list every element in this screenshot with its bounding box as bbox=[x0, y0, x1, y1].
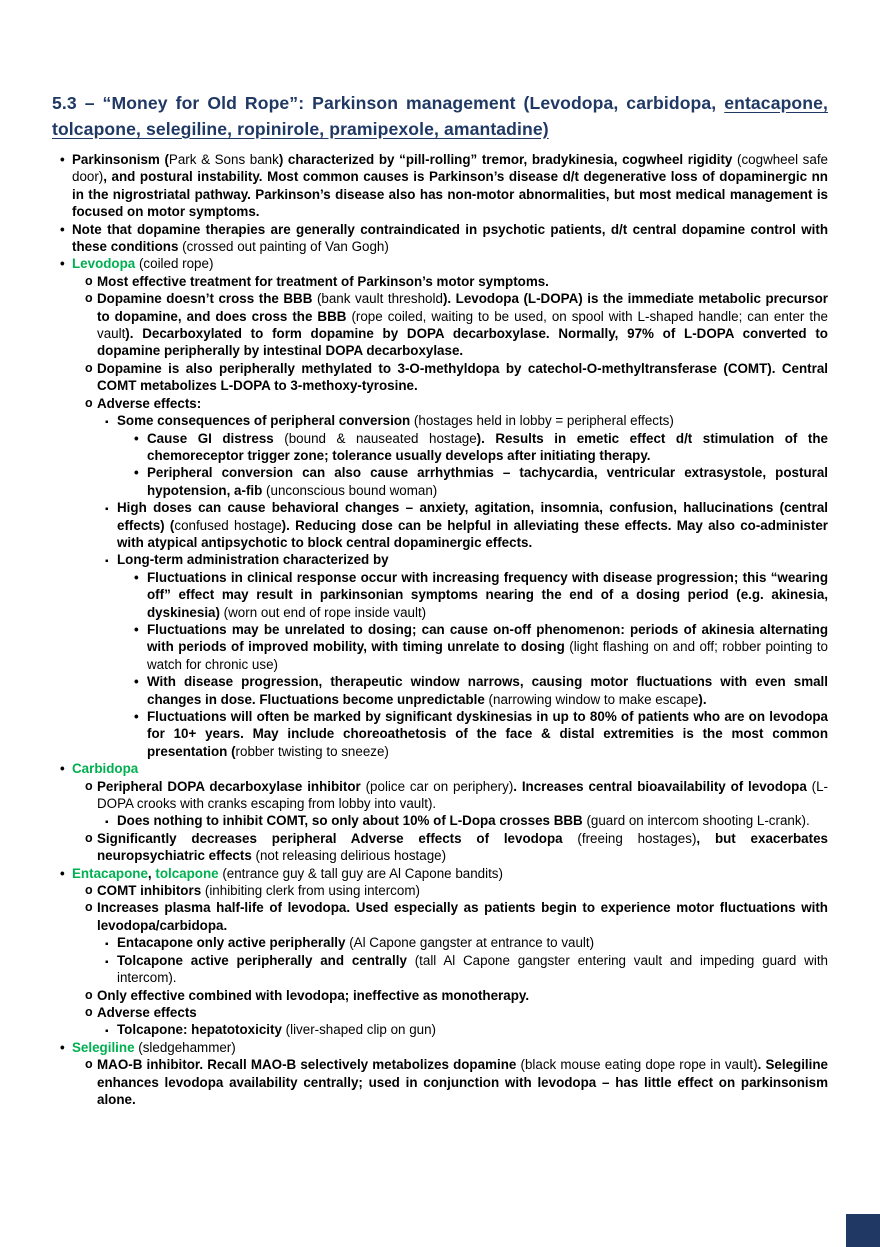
text-run: , bbox=[147, 865, 156, 881]
bullet-marker: o bbox=[85, 395, 93, 410]
bullet-marker: ▪ bbox=[105, 939, 109, 951]
text-run: tolcapone bbox=[155, 865, 219, 881]
bullet-item bbox=[52, 255, 828, 272]
text-run: Park & Sons bank bbox=[168, 152, 279, 167]
bullet-text bbox=[97, 831, 828, 863]
bullet-item bbox=[52, 430, 828, 465]
bullet-item bbox=[52, 673, 828, 708]
bullet-marker: o bbox=[85, 778, 93, 793]
bullet-marker: o bbox=[85, 291, 93, 306]
bullet-text bbox=[147, 709, 828, 759]
text-run: (cogwheel safe door) bbox=[72, 152, 828, 185]
text-run: , but exacerbates neuropsychiatric effects bbox=[97, 830, 828, 864]
bullet-item bbox=[52, 987, 828, 1004]
bullet-text bbox=[147, 431, 828, 463]
bullet-marker: ▪ bbox=[105, 1026, 109, 1038]
bullet-item bbox=[52, 221, 828, 256]
bullet-text bbox=[117, 552, 389, 567]
text-run: (coiled rope) bbox=[135, 256, 214, 272]
bullet-item bbox=[52, 290, 828, 360]
bullet-item bbox=[52, 760, 828, 777]
bullet-item bbox=[52, 412, 828, 429]
text-run: (police car on periphery) bbox=[365, 778, 514, 794]
bullet-item bbox=[52, 830, 828, 865]
bullet-marker: o bbox=[85, 1057, 93, 1072]
bullet-text bbox=[117, 413, 674, 428]
bullet-text bbox=[117, 500, 828, 550]
text-run: (bound & nauseated hostage bbox=[284, 430, 477, 446]
text-run: Does nothing to inhibit COMT, so only about 10% of L-Dopa crosses BBB bbox=[117, 813, 587, 829]
bullet-text bbox=[97, 361, 828, 393]
bullet-item bbox=[52, 360, 828, 395]
bullet-item bbox=[52, 464, 828, 499]
bullet-marker: o bbox=[85, 830, 93, 845]
bullet-marker: • bbox=[60, 221, 65, 237]
text-run: Entacapone only active peripherally bbox=[117, 935, 350, 951]
bullet-marker: ▪ bbox=[105, 956, 109, 968]
text-run: (entrance guy & tall guy are Al Capone bandits) bbox=[218, 865, 503, 881]
page-title-run: 5.3 – “Money for Old Rope”: Parkinson management (Levodopa, carbidopa, bbox=[52, 93, 725, 113]
text-run: High doses can cause behavioral changes – anxiety, agitation, insomnia, confusion, hallucinations (central effects) ( bbox=[117, 500, 828, 533]
bullet-text bbox=[97, 1005, 197, 1020]
text-run: (Al Capone gangster at entrance to vault) bbox=[349, 935, 595, 951]
text-run: Dopamine doesn’t cross the BBB bbox=[97, 291, 317, 307]
text-run: Levodopa bbox=[72, 256, 136, 272]
bullet-marker: o bbox=[85, 1004, 93, 1019]
text-run: (bank vault threshold bbox=[316, 291, 443, 307]
bullet-text bbox=[147, 674, 828, 706]
bullet-marker: • bbox=[60, 256, 65, 272]
text-run: Tolcapone active peripherally and centrally bbox=[117, 952, 415, 968]
bullet-marker: o bbox=[85, 883, 93, 898]
bullet-item bbox=[52, 812, 828, 829]
bullet-text bbox=[72, 866, 503, 881]
text-run: ). Reducing dose can be helpful in alleviating these effects. May also co-administer with atypical antipsychotic to block central dopaminergic effects. bbox=[117, 517, 828, 550]
bullet-marker: ▪ bbox=[105, 504, 109, 516]
text-run: Note that dopamine therapies are generally contraindicated in psychotic patients, d/t central dopamine control with these conditions bbox=[72, 221, 828, 255]
text-run: (L-DOPA crooks with cranks escaping from lobby into vault). bbox=[97, 778, 829, 812]
bullet-item bbox=[52, 395, 828, 412]
bullet-text bbox=[72, 222, 828, 254]
bullet-text bbox=[72, 1040, 236, 1055]
bullet-text bbox=[97, 883, 420, 898]
bullet-marker: • bbox=[134, 465, 139, 481]
text-run: (worn out end of rope inside vault) bbox=[223, 604, 427, 620]
text-run: Long-term administration characterized by bbox=[117, 552, 389, 568]
text-run: (not releasing delirious hostage) bbox=[255, 848, 447, 864]
bullet-item bbox=[52, 882, 828, 899]
document-body bbox=[52, 90, 828, 1108]
bullet-marker: • bbox=[134, 569, 139, 585]
bullet-item bbox=[52, 934, 828, 951]
text-run: With disease progression, therapeutic window narrows, causing motor fluctuations with even small changes in dose. Fluctuations become unpredictable bbox=[147, 674, 828, 707]
text-run: Adverse effects bbox=[97, 1004, 197, 1020]
bullet-text bbox=[97, 396, 201, 411]
bullet-text bbox=[117, 1022, 436, 1037]
text-run: Only effective combined with levodopa; ineffective as monotherapy. bbox=[97, 987, 530, 1003]
text-run: (light flashing on and off; robber pointing to watch for chronic use) bbox=[147, 639, 828, 672]
text-run: (unconscious bound woman) bbox=[266, 482, 438, 498]
text-run: Significantly decreases peripheral Adverse effects of levodopa bbox=[97, 830, 578, 846]
bullet-item bbox=[52, 551, 828, 568]
bullet-marker: o bbox=[85, 987, 93, 1002]
bullet-item bbox=[52, 621, 828, 673]
text-run: (freeing hostages) bbox=[577, 830, 697, 846]
text-run: Some consequences of peripheral conversion bbox=[117, 413, 414, 429]
text-run: robber twisting to sneeze) bbox=[235, 743, 389, 759]
bullet-text bbox=[147, 570, 828, 620]
text-run: ). bbox=[698, 691, 707, 707]
bullet-text bbox=[97, 779, 828, 811]
bullet-item bbox=[52, 1039, 828, 1056]
bullet-text bbox=[97, 291, 828, 358]
bullet-marker: • bbox=[60, 1039, 65, 1055]
text-run: . Increases central bioavailability of levodopa bbox=[513, 778, 812, 794]
bullet-item bbox=[52, 865, 828, 882]
page-title-run: entacapone, tolcapone, selegiline, ropinirole, pramipexole, amantadine) bbox=[52, 93, 828, 139]
text-run: (guard on intercom shooting L-crank). bbox=[586, 813, 810, 829]
page-corner-mark bbox=[846, 1214, 880, 1247]
bullet-text bbox=[117, 813, 810, 828]
bullet-item bbox=[52, 1004, 828, 1021]
text-run: Tolcapone: hepatotoxicity bbox=[117, 1022, 286, 1038]
text-run: Carbidopa bbox=[72, 761, 139, 777]
bullet-marker: • bbox=[60, 761, 65, 777]
text-run: (tall Al Capone gangster entering vault and impeding guard with intercom). bbox=[117, 952, 828, 986]
bullet-text bbox=[147, 622, 828, 672]
text-run: Selegiline bbox=[72, 1039, 135, 1055]
bullet-text bbox=[72, 761, 138, 776]
bullet-text bbox=[147, 465, 828, 497]
text-run: confused hostage bbox=[174, 517, 282, 533]
bullet-text bbox=[72, 152, 828, 219]
bullet-marker: • bbox=[134, 430, 139, 446]
text-run: ). Results in emetic effect d/t stimulation of the chemoreceptor trigger zone; tolerance usually develops after initiating therapy. bbox=[147, 430, 828, 463]
text-run: (crossed out painting of Van Gogh) bbox=[182, 239, 389, 255]
bullet-marker: ▪ bbox=[105, 417, 109, 429]
text-run: , and postural instability. Most common causes is Parkinson’s disease d/t degenerative loss of dopaminergic nn in the nigrostriatal pathway. Parkinson’s disease also has non-motor abnormalities, but most medical management is focused on motor symptoms. bbox=[72, 169, 828, 220]
bullet-marker: ▪ bbox=[105, 817, 109, 829]
text-run: (sledgehammer) bbox=[134, 1039, 236, 1055]
bullet-marker: o bbox=[85, 900, 93, 915]
bullet-item bbox=[52, 1056, 828, 1108]
text-run: . Selegiline enhances levodopa availability centrally; used in conjunction with levodopa – has little effect on parkinsonism alone. bbox=[97, 1057, 828, 1107]
bullet-marker: o bbox=[85, 273, 93, 288]
bullet-text bbox=[97, 900, 828, 932]
text-run: Peripheral conversion can also cause arrhythmias – tachycardia, ventricular extrasystole, postural hypotension, a-fib bbox=[147, 465, 828, 498]
bullet-marker: • bbox=[134, 621, 139, 637]
bullet-marker: • bbox=[60, 865, 65, 881]
text-run: (liver-shaped clip on gun) bbox=[285, 1022, 436, 1038]
bullet-item bbox=[52, 499, 828, 551]
page-title bbox=[52, 90, 828, 142]
bullet-item bbox=[52, 569, 828, 621]
bullet-item bbox=[52, 1021, 828, 1038]
bullet-text bbox=[97, 274, 549, 289]
bullet-item bbox=[52, 952, 828, 987]
bullet-text bbox=[97, 988, 529, 1003]
bullet-marker: • bbox=[134, 709, 139, 724]
text-run: (hostages held in lobby = peripheral effects) bbox=[413, 413, 674, 429]
text-run: (narrowing window to make escape bbox=[488, 691, 699, 707]
text-run: (black mouse eating dope rope in vault) bbox=[520, 1057, 758, 1073]
bullet-item bbox=[52, 151, 828, 221]
bullet-marker: o bbox=[85, 360, 93, 375]
text-run: MAO-B inhibitor. Recall MAO-B selectively metabolizes dopamine bbox=[97, 1057, 521, 1073]
bullet-marker: ▪ bbox=[105, 556, 109, 568]
text-run: ). Levodopa (L-DOPA) is the immediate metabolic precursor to dopamine, and does cross the BBB bbox=[97, 291, 828, 324]
text-run: Peripheral DOPA decarboxylase inhibitor bbox=[97, 778, 366, 794]
text-run: Fluctuations in clinical response occur with increasing frequency with disease progression; this “wearing off” effect may result in parkinsonian symptoms nearing the end of a dosing period (e.g. akinesia, dyskinesia) bbox=[147, 569, 828, 620]
text-run: Dopamine is also peripherally methylated to 3-O-methyldopa by catechol-O-methyltransferase (COMT). Central COMT metabolizes L-DOPA to 3-methoxy-tyrosine. bbox=[97, 360, 828, 394]
text-run: Entacapone bbox=[72, 865, 148, 881]
text-run: Fluctuations will often be marked by significant dyskinesias in up to 80% of patients who are on levodopa for 10+ years. May include choreoathetosis of the face & distal extremities is the most common presentation ( bbox=[147, 709, 828, 759]
text-run: Parkinsonism ( bbox=[72, 152, 169, 167]
text-run: (rope coiled, waiting to be used, on spool with L-shaped handle; can enter the vault bbox=[97, 308, 828, 342]
text-run: ) characterized by “pill-rolling” tremor, bradykinesia, cogwheel rigidity bbox=[278, 152, 738, 167]
text-run: COMT inhibitors bbox=[97, 883, 205, 899]
bullet-item bbox=[52, 273, 828, 290]
text-run: (inhibiting clerk from using intercom) bbox=[204, 883, 420, 899]
bullet-item bbox=[52, 778, 828, 813]
text-run: ). Decarboxylated to form dopamine by DOPA decarboxylase. Normally, 97% of L-DOPA converted to dopamine peripherally by intestinal DOPA decarboxylase. bbox=[97, 326, 828, 359]
bullet-marker: • bbox=[60, 152, 65, 167]
bullet-text bbox=[97, 1057, 828, 1107]
bullet-list bbox=[52, 151, 828, 1108]
bullet-text bbox=[117, 953, 828, 985]
text-run: Adverse effects: bbox=[97, 395, 202, 411]
bullet-item bbox=[52, 708, 828, 760]
bullet-text bbox=[72, 256, 213, 271]
bullet-marker: • bbox=[134, 674, 139, 690]
text-run: Increases plasma half-life of levodopa. Used especially as patients begin to experience motor fluctuations with levodopa/carbidopa. bbox=[97, 900, 828, 933]
bullet-text bbox=[117, 935, 594, 950]
text-run: Most effective treatment for treatment of Parkinson’s motor symptoms. bbox=[97, 273, 549, 289]
text-run: Cause GI distress bbox=[147, 430, 285, 446]
text-run: Fluctuations may be unrelated to dosing; can cause on-off phenomenon: periods of akinesia alternating with periods of improved mobility, with timing unrelate to dosing bbox=[147, 621, 828, 655]
bullet-item bbox=[52, 899, 828, 934]
